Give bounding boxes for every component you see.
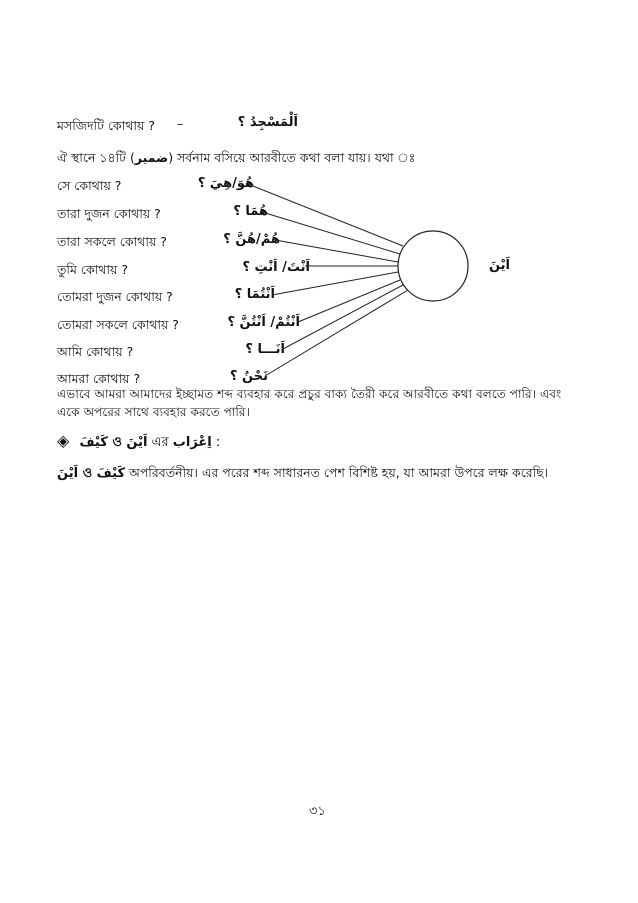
connector-line — [262, 212, 400, 254]
section-words-arabic: اَيْنَ ও كَيْفَ — [79, 435, 148, 450]
row-arabic: اَنَـــا ؟ — [245, 342, 285, 357]
hub-circle — [398, 231, 468, 301]
row-bangla: আমি কোথায় ? — [57, 344, 134, 359]
section-arabic-title: اِعْرَاب — [172, 435, 212, 450]
heading-part1: ঐ স্থানে ১৪টি ( — [57, 150, 135, 165]
row-arabic: هُمَا ؟ — [233, 204, 268, 219]
section-connector: এর — [151, 435, 169, 450]
row-arabic: نَحْنُ ؟ — [229, 369, 268, 384]
page-number: ৩১ — [309, 804, 326, 819]
connector-line — [272, 272, 398, 295]
row-bangla: তুমি কোথায় ? — [57, 262, 129, 277]
closing-words-arabic: كَيْفَ ও اَيْنَ — [57, 466, 126, 481]
row-bangla: সে কোথায় ? — [57, 178, 122, 193]
connector-line — [265, 290, 408, 376]
row-arabic: اَنْتُمْ/ اَنْتُنَّ ؟ — [227, 315, 300, 330]
connector-line — [283, 285, 403, 349]
heading-part2: ) সর্বনাম বসিয়ে আরবীতে কথা বলা যায়। যথা ঃ — [168, 150, 416, 165]
row-bangla: তোমরা সকলে কোথায় ? — [57, 317, 179, 332]
row-arabic: هُوَ/هِيَ ؟ — [197, 176, 254, 191]
hub-word: اَيْنَ — [488, 258, 510, 273]
section-colon: : — [215, 435, 221, 450]
intro-dash: – — [177, 116, 184, 131]
diamond-bullet-icon: ◈ — [57, 431, 70, 450]
row-bangla: তোমরা দুজন কোথায় ? — [57, 289, 173, 304]
closing-line — [57, 465, 548, 482]
row-arabic: هُمْ/هُنَّ ؟ — [223, 232, 280, 247]
connector-line — [275, 240, 398, 262]
row-bangla: তারা সকলে কোথায় ? — [57, 234, 167, 249]
connector-line — [298, 280, 400, 322]
heading-arabic-word: ضمير — [134, 150, 169, 165]
intro-question: মসজিদটি কোথায় ? — [57, 118, 156, 133]
row-bangla: আমরা কোথায় ? — [57, 371, 141, 386]
row-arabic: اَنْتَ/ اَنْتِ ؟ — [242, 260, 310, 275]
intro-arabic: اَلْمَسْجِدُ ؟ — [237, 115, 298, 130]
row-bangla: তারা দুজন কোথায় ? — [57, 206, 161, 221]
paragraph: এভাবে আমরা আমাদের ইচ্ছামত শব্দ ব্যবহার করে প্রচুর বাক্য তৈরী করে আরবীতে কথা বলতে পারি। এবং একে অপরের সাথে ব্যবহার করতে পারি। — [57, 387, 562, 419]
closing-text: অপরিবর্তনীয়। এর পরের শব্দ সাধারনত পেশ বিশিষ্ট হয়, যা আমরা উপরে লক্ষ করেছি। — [129, 465, 549, 480]
section-heading — [57, 433, 220, 451]
row-arabic: اَنْتُمَا ؟ — [234, 287, 275, 302]
